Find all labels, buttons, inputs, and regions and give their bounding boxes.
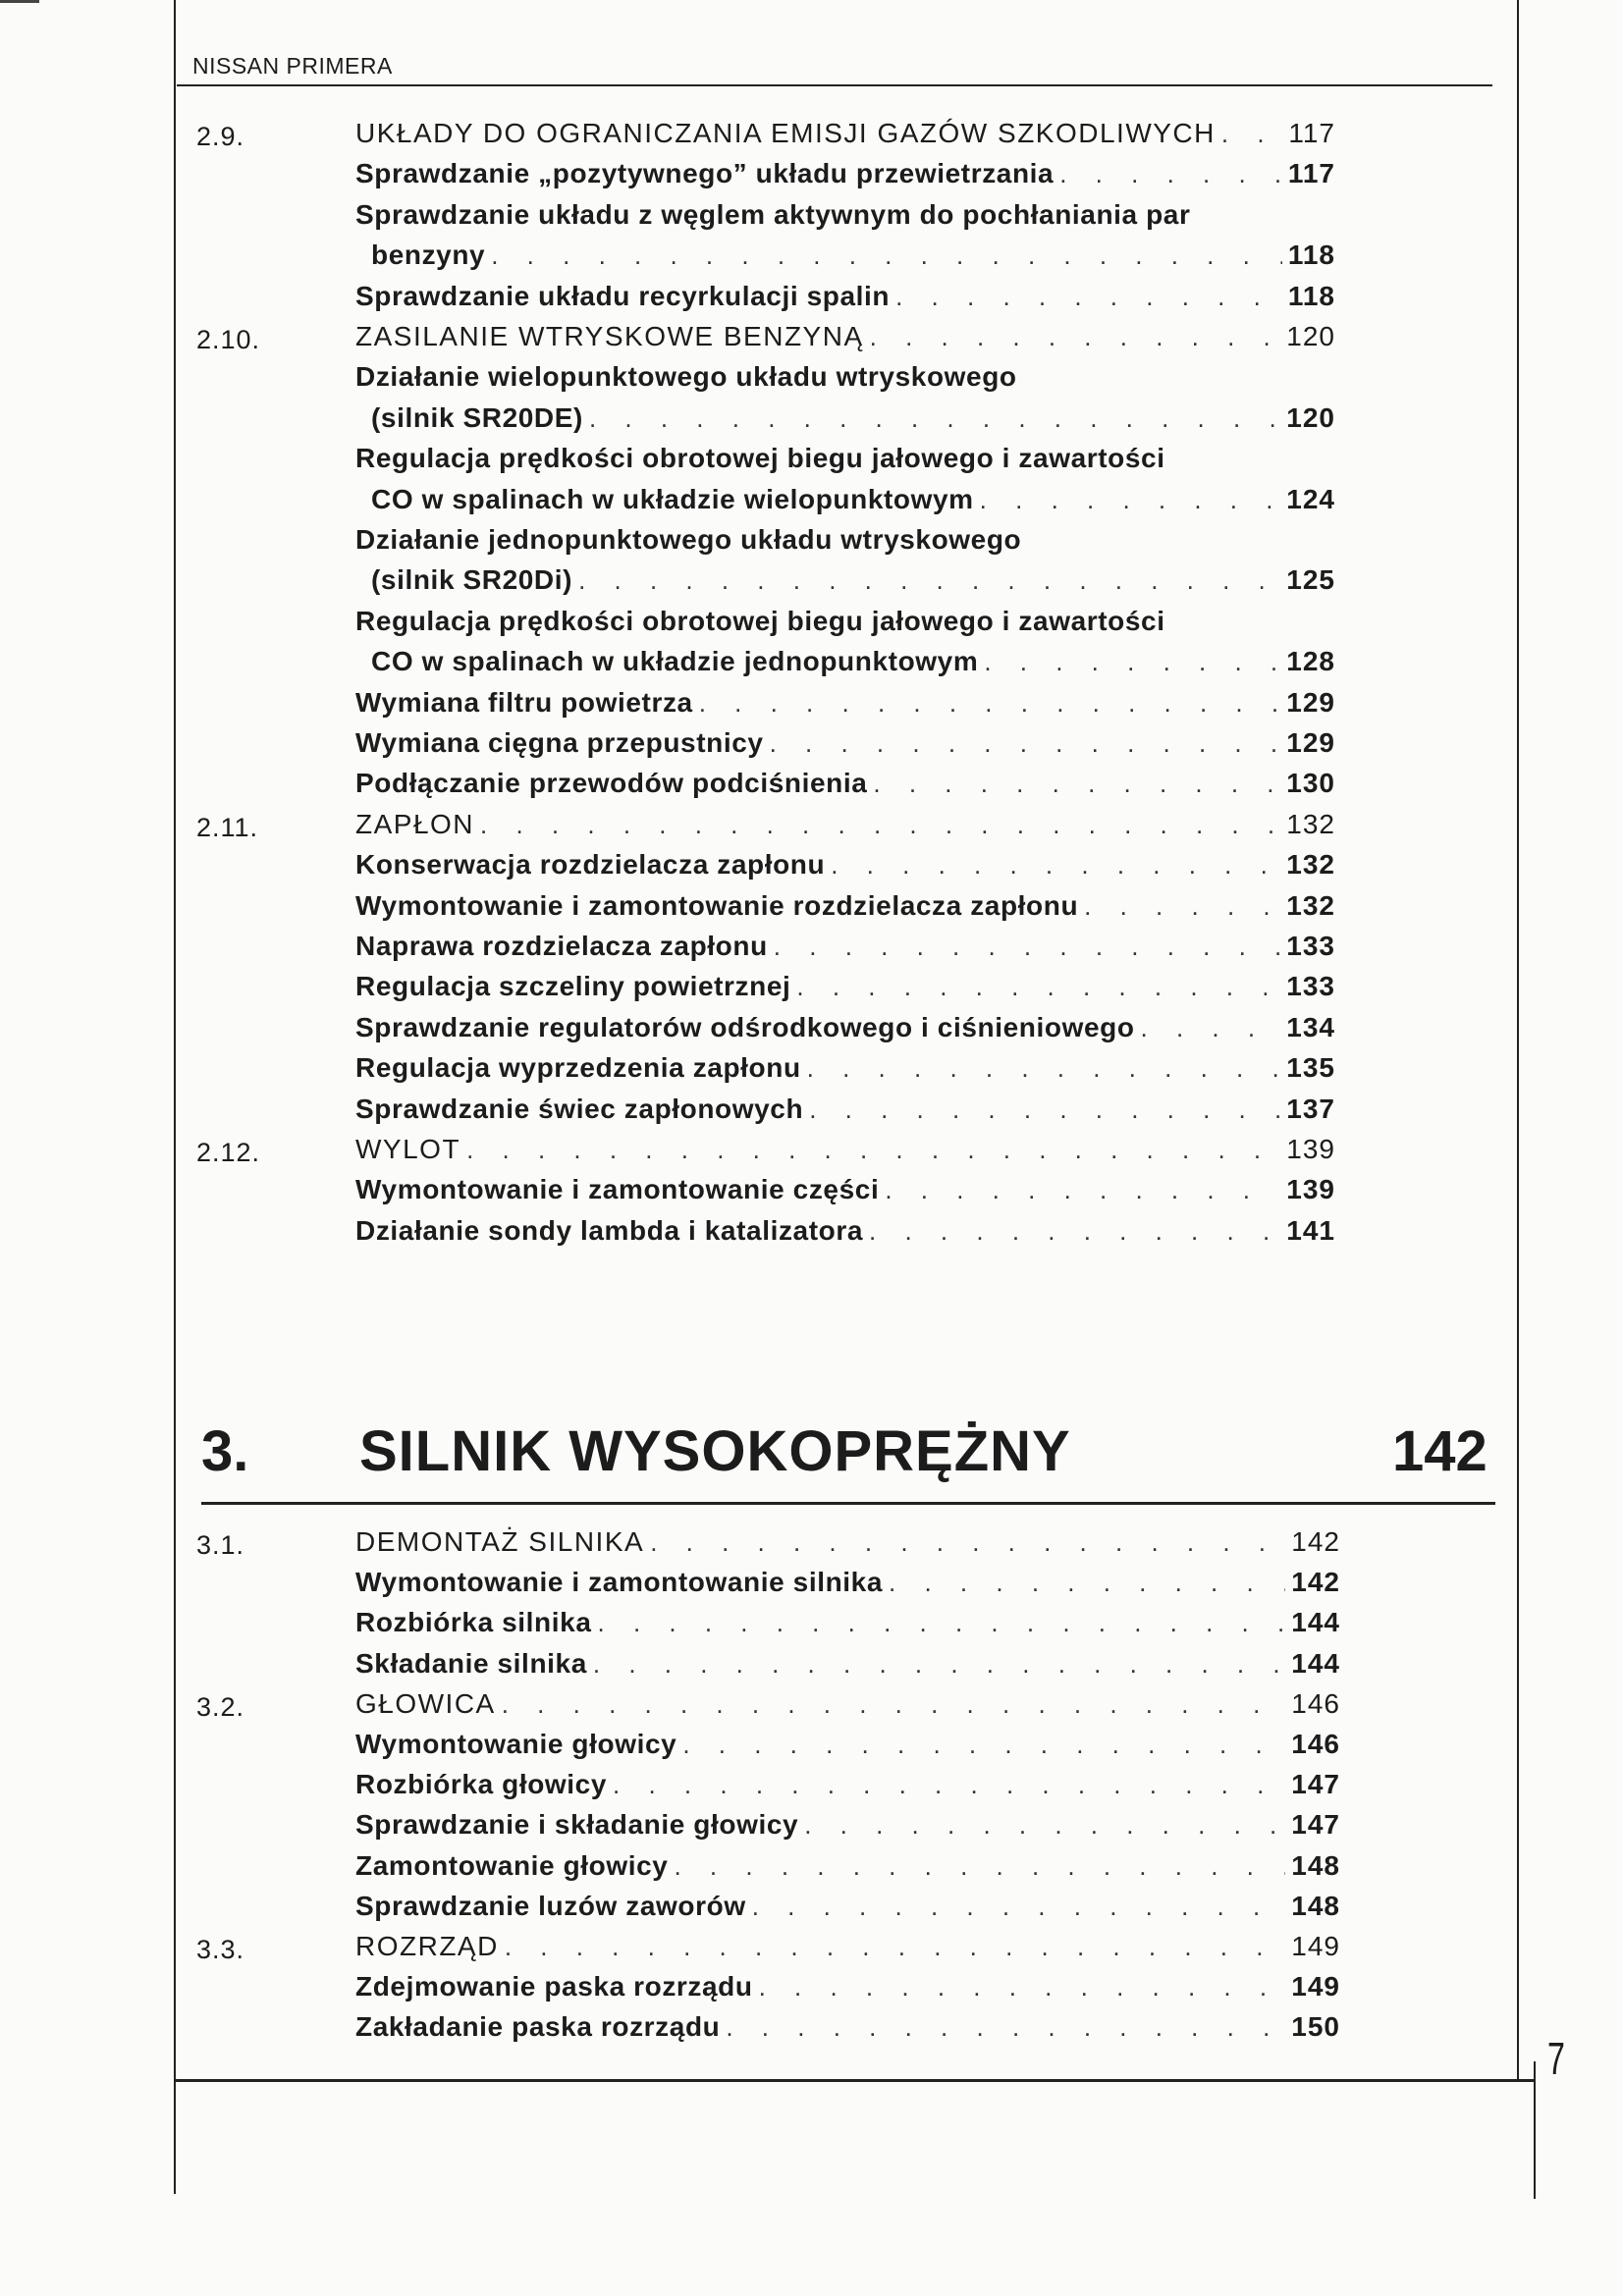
toc-entry[interactable] (355, 1648, 1340, 1687)
toc-page-number: 117 (1288, 118, 1335, 148)
toc-entry-label: Regulacja prędkości obrotowej biegu jałowego i zawartości (355, 443, 1165, 474)
toc-entry-label: Składanie silnika (355, 1647, 587, 1679)
chapter-page: 142 (1392, 1419, 1488, 1483)
chapter-title: SILNIK WYSOKOPRĘŻNY (359, 1419, 1071, 1483)
toc-entry[interactable] (355, 1174, 1335, 1213)
toc-entry-label: Zamontowanie głowicy (355, 1849, 669, 1881)
dot-leader (759, 1972, 1286, 2002)
toc-entry[interactable] (355, 606, 1335, 645)
toc-entry[interactable] (355, 687, 1335, 726)
toc-entry[interactable] (371, 564, 1335, 604)
toc-entry[interactable] (355, 1607, 1340, 1646)
toc-entry-label: Działanie wielopunktowego układu wtryskowego (355, 361, 1017, 393)
top-corner-mark (0, 0, 39, 3)
dot-leader (682, 1730, 1285, 1760)
dot-leader (650, 1527, 1285, 1558)
toc-entry[interactable] (355, 849, 1335, 888)
toc-page-number: 150 (1291, 2011, 1340, 2043)
toc-section-number: 3.2. (196, 1691, 245, 1722)
toc-section-number: 2.10. (196, 325, 261, 354)
dot-leader (984, 647, 1280, 677)
toc-entry-label: benzyny (371, 240, 486, 271)
toc-section-number: 2.12. (196, 1138, 261, 1167)
toc-entry-label: Działanie jednopunktowego układu wtryskowego (355, 524, 1022, 555)
bottom-rule (175, 2079, 1536, 2082)
toc-section-number: 3.3. (196, 1935, 245, 1964)
dot-leader (807, 1053, 1281, 1084)
page-number: 7 (1547, 2033, 1565, 2084)
toc-entry[interactable] (355, 2011, 1340, 2051)
toc-entry-label: Zdejmowanie paska rozrządu (355, 1971, 753, 2002)
toc-page-number: 149 (1291, 1931, 1340, 1961)
toc-page-number: 147 (1291, 1809, 1340, 1841)
toc-entry-label: Sprawdzanie układu recyrkulacji spalin (355, 280, 891, 311)
toc-page-number: 118 (1287, 240, 1335, 271)
toc-page-number: 120 (1286, 321, 1335, 351)
toc-section-number: 2.9. (196, 122, 245, 151)
toc-page-number: 141 (1286, 1214, 1335, 1246)
dot-leader (752, 1892, 1286, 1922)
toc-page-number: 135 (1286, 1052, 1335, 1084)
dot-leader (1141, 1013, 1281, 1043)
toc-entry-label: UKŁADY DO OGRANICZANIA EMISJI GAZÓW SZKODLIWYCH (355, 118, 1216, 148)
toc-entry[interactable] (355, 1215, 1335, 1255)
toc-entry[interactable] (371, 484, 1335, 523)
toc-section-number: 3.1. (196, 1530, 245, 1560)
toc-section-entry[interactable] (355, 1931, 1340, 1970)
toc-entry[interactable] (371, 240, 1335, 279)
dot-leader (885, 1175, 1280, 1205)
toc-page-number: 117 (1287, 158, 1335, 189)
toc-page-number: 148 (1291, 1890, 1340, 1921)
toc-page-number: 132 (1286, 808, 1335, 839)
toc-entry[interactable] (355, 971, 1335, 1010)
toc-entry-label: Rozbiórka silnika (355, 1607, 592, 1638)
dot-leader (980, 485, 1281, 515)
dot-leader (774, 932, 1280, 962)
dot-leader (870, 322, 1281, 352)
toc-entry[interactable] (371, 646, 1335, 685)
toc-entry-label: GŁOWICA (355, 1687, 496, 1719)
toc-entry-label: Rozbiórka głowicy (355, 1769, 608, 1800)
toc-entry[interactable] (355, 158, 1335, 197)
toc-entry-label: Wymontowanie i zamontowanie silnika (355, 1567, 884, 1598)
dot-leader (796, 972, 1280, 1002)
dot-leader (674, 1851, 1285, 1882)
toc-entry-label: (silnik SR20DE) (371, 401, 583, 433)
dot-leader (809, 1095, 1280, 1125)
toc-entry[interactable] (355, 199, 1335, 239)
toc-entry[interactable] (355, 1729, 1340, 1768)
dot-leader (873, 769, 1280, 799)
toc-entry[interactable] (355, 1809, 1340, 1848)
toc-entry[interactable] (355, 1769, 1340, 1808)
toc-entry-label: Regulacja wyprzedzenia zapłonu (355, 1052, 801, 1084)
dot-leader (491, 240, 1282, 271)
toc-entry-label: Wymontowanie i zamontowanie rozdzielacza zapłonu (355, 889, 1079, 921)
running-header: NISSAN PRIMERA (192, 53, 393, 79)
toc-section-entry[interactable] (355, 809, 1335, 848)
toc-section-number: 2.11. (196, 812, 259, 842)
toc-entry-label: DEMONTAŻ SILNIKA (355, 1526, 645, 1557)
toc-entry-label: Naprawa rozdzielacza zapłonu (355, 931, 768, 961)
toc-page-number: 133 (1286, 971, 1335, 1002)
toc-page-number: 129 (1286, 686, 1335, 718)
toc-entry-label: Sprawdzanie układu z węglem aktywnym do pochłaniania par (355, 198, 1191, 230)
header-rule (177, 84, 1492, 86)
dot-leader (466, 1135, 1280, 1165)
toc-entry[interactable] (355, 1567, 1340, 1606)
right-frame-line-lower (1534, 2061, 1536, 2199)
toc-entry-label: Wymiana filtru powietrza (355, 686, 693, 718)
dot-leader (598, 1608, 1286, 1638)
toc-entry[interactable] (355, 1891, 1340, 1930)
toc-entry-label: Sprawdzanie regulatorów odśrodkowego i ciśnieniowego (355, 1011, 1135, 1042)
toc-page-number: 134 (1286, 1011, 1335, 1042)
toc-page-number: 129 (1286, 727, 1335, 758)
toc-entry[interactable] (355, 931, 1335, 970)
toc-page-number: 149 (1291, 1971, 1340, 2002)
toc-page-number: 142 (1291, 1526, 1340, 1557)
dot-leader (726, 2012, 1285, 2043)
toc-entry-label: Zakładanie paska rozrządu (355, 2011, 721, 2043)
toc-entry-label: Sprawdzanie „pozytywnego” układu przewietrzania (355, 158, 1055, 189)
toc-entry-label: WYLOT (355, 1134, 461, 1164)
toc-entry[interactable] (355, 361, 1335, 400)
dot-leader (699, 688, 1281, 719)
toc-page-number: 132 (1286, 889, 1335, 921)
dot-leader (869, 1216, 1280, 1247)
toc-page-number: 118 (1287, 280, 1335, 311)
toc-entry[interactable] (355, 1850, 1340, 1890)
toc-entry-label: ROZRZĄD (355, 1931, 499, 1961)
dot-leader (1084, 891, 1280, 922)
dot-leader (770, 728, 1281, 759)
right-frame-line (1517, 0, 1519, 2081)
dot-leader (1221, 119, 1282, 149)
toc-page-number: 130 (1286, 768, 1335, 799)
toc-entry[interactable] (355, 524, 1335, 563)
dot-leader (593, 1649, 1285, 1680)
toc-entry-label: ZASILANIE WTRYSKOWE BENZYNĄ (355, 321, 864, 351)
toc-section-entry[interactable] (355, 1134, 1335, 1173)
toc-page-number: 132 (1286, 849, 1335, 881)
toc-entry-label: CO w spalinach w układzie wielopunktowym (371, 483, 974, 514)
toc-entry-label: Wymiana cięgna przepustnicy (355, 727, 764, 758)
toc-page-number: 139 (1286, 1174, 1335, 1205)
toc-entry-label: Sprawdzanie świec zapłonowych (355, 1093, 804, 1124)
toc-page-number: 148 (1291, 1849, 1340, 1881)
toc-page-number: 128 (1286, 646, 1335, 677)
dot-leader (895, 282, 1282, 312)
toc-entry[interactable] (355, 1012, 1335, 1051)
toc-entry-label: Konserwacja rozdzielacza zapłonu (355, 849, 826, 881)
toc-entry-label: CO w spalinach w układzie jednopunktowym (371, 646, 979, 677)
toc-section-entry[interactable] (355, 321, 1335, 360)
toc-entry[interactable] (355, 281, 1335, 320)
toc-page-number: 137 (1286, 1093, 1335, 1124)
dot-leader (831, 850, 1280, 881)
toc-entry[interactable] (355, 768, 1335, 807)
toc-section-entry[interactable] (355, 1526, 1340, 1566)
toc-section-entry[interactable] (355, 118, 1335, 157)
dot-leader (613, 1770, 1285, 1800)
toc-page-number: 125 (1286, 564, 1335, 596)
toc-page-number: 139 (1286, 1134, 1335, 1164)
toc-page-number: 144 (1291, 1607, 1340, 1638)
toc-page-number: 142 (1291, 1567, 1340, 1598)
dot-leader (1059, 159, 1282, 189)
toc-entry-label: Wymontowanie i zamontowanie części (355, 1174, 880, 1205)
toc-page-number: 133 (1286, 931, 1335, 961)
toc-section-entry[interactable] (355, 1688, 1340, 1728)
toc-entry-label: (silnik SR20Di) (371, 564, 573, 596)
left-frame-line (174, 0, 176, 2194)
toc-page-number: 124 (1286, 483, 1335, 514)
dot-leader (589, 403, 1280, 434)
toc-page-number: 146 (1291, 1687, 1340, 1719)
dot-leader (804, 1810, 1285, 1841)
dot-leader (502, 1689, 1286, 1720)
toc-page-number: 146 (1291, 1729, 1340, 1759)
toc-entry-label: Sprawdzanie i składanie głowicy (355, 1809, 799, 1841)
dot-leader (578, 565, 1280, 596)
chapter-rule (201, 1502, 1495, 1505)
dot-leader (505, 1932, 1285, 1962)
toc-entry[interactable] (371, 402, 1335, 442)
toc-page-number: 147 (1291, 1769, 1340, 1800)
toc-entry-label: Podłączanie przewodów podciśnienia (355, 768, 868, 799)
toc-entry-label: ZAPŁON (355, 808, 475, 839)
toc-page-number: 120 (1286, 401, 1335, 433)
toc-entry-label: Wymontowanie głowicy (355, 1729, 677, 1759)
toc-entry[interactable] (355, 890, 1335, 930)
toc-entry-label: Działanie sondy lambda i katalizatora (355, 1214, 864, 1246)
dot-leader (480, 810, 1280, 840)
toc-entry[interactable] (355, 443, 1335, 482)
toc-page-number: 144 (1291, 1647, 1340, 1679)
toc-entry-label: Sprawdzanie luzów zaworów (355, 1890, 746, 1921)
toc-entry[interactable] (355, 1094, 1335, 1133)
toc-entry-label: Regulacja prędkości obrotowej biegu jałowego i zawartości (355, 605, 1165, 636)
dot-leader (889, 1568, 1285, 1598)
toc-entry[interactable] (355, 1052, 1335, 1092)
toc-entry[interactable] (355, 727, 1335, 767)
toc-entry-label: Regulacja szczeliny powietrznej (355, 971, 791, 1002)
chapter-number: 3. (201, 1419, 249, 1483)
toc-entry[interactable] (355, 1971, 1340, 2010)
